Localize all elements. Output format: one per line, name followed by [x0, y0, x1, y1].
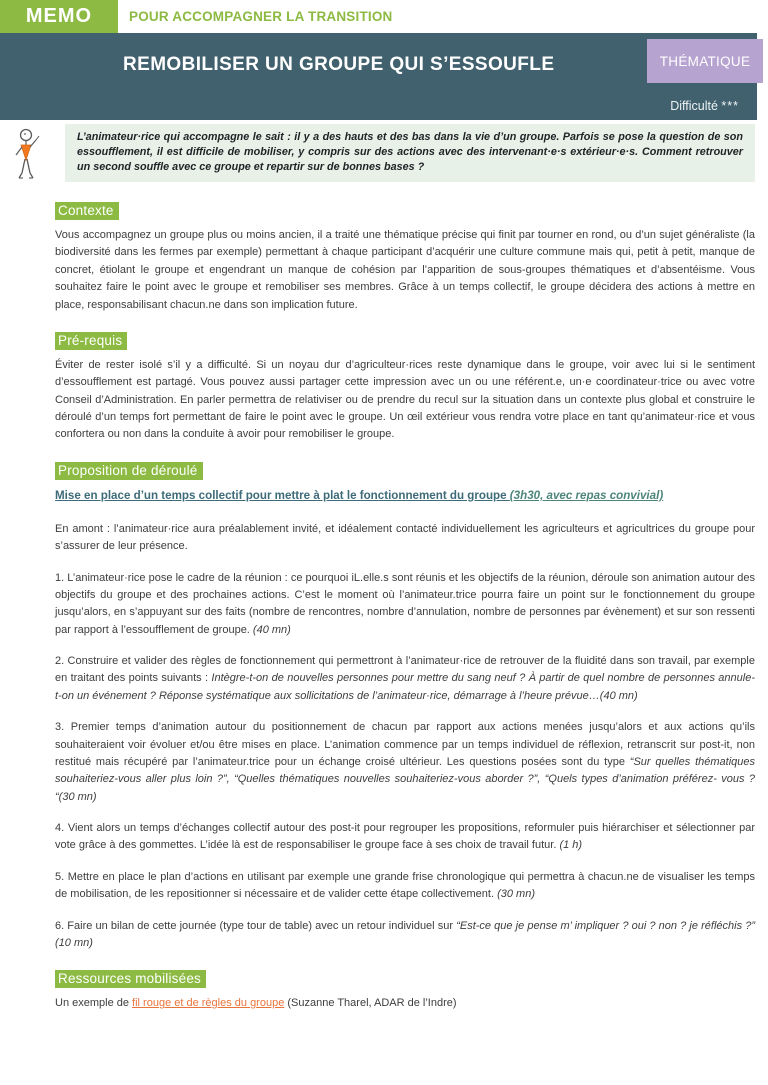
difficulty-rating — [670, 99, 739, 113]
resources-line — [55, 995, 755, 1012]
step-2-italic: Intègre-t-on de nouvelles personnes pour mettre du sang neuf ? À partir de quel nombre de personnes annule-t-on un événement ? Réponse systématique aux sollicitations de l’animateur·rice, démarrage à l’heure prévue…(40 mn) — [55, 672, 756, 702]
step-2 — [55, 653, 755, 705]
title-banner — [0, 33, 757, 120]
step-1-text: 1. L’animateur·rice pose le cadre de la réunion : ce pourquoi iL.elle.s sont réunis et les objectifs de la réunion, déroule son animation autour des objectifs du groupe et des prochaines actions. C’est le moment où l’animateur.trice pourra faire un point sur le fonctionnement du groupe jusqu’alors, en s’appuyant sur des faits (nombre de rencontres, nombre d’annulation, nombre de personnes par évènement) et sur son ressenti par rapport à l’essoufflement de groupe. — [55, 571, 755, 636]
prerequis-paragraph: Éviter de rester isolé s’il y a difficulté. Si un noyau dur d’agriculteur·rices reste dynamique dans le groupe, voir avec lui si le sentiment d’essoufflement est partagé. Vous pouvez aussi partager cette impression avec un ou une référent.e, un·e coordinateur·trice ou avec votre Conseil d’Administration. En parler permettra de relativiser ou de prendre du recul sur la situation dans un contexte plus global et construire le déroulé d’un temps fort permettant de faire le point avec le groupe. Un œil extérieur vous rendra votre place en tant qu’animateur·rice et vous confortera ou non dans la conduite à avoir pour remobiliser le groupe. — [55, 358, 755, 441]
step-3 — [55, 719, 755, 806]
step-3-text: 3. Premier temps d’animation autour du positionnement de chacun par rapport aux actions menées jusqu’alors et aux actions qu’ils souhaiteraient voir évoluer et/ou être mises en place. L’animation commence par un temps individuel de réflexion, retranscrit sur post-it, non restitué mais récupéré par l’animateur.trice pour un échange croisé ultérieur. Les questions posées sont du type — [55, 721, 755, 768]
deroule-subheading-duration: (3h30, avec repas convivial) — [509, 488, 664, 502]
step-1 — [55, 570, 755, 640]
stick-figure-icon — [12, 128, 40, 180]
page-title: REMOBILISER UN GROUPE QUI S’ESSOUFLE — [123, 54, 555, 75]
contexte-paragraph: Vous accompagnez un groupe plus ou moins ancien, il a traité une thématique précise qui finit par tourner en rond, ou d’un sujet généraliste (la biodiversité dans les fermes par exemple) permettant à chaque participant d’acquérir une culture commune mais qui, petit à petit, manque de concret, étiolant le groupe et engendrant un manque de cohésion par l’apparition de sous-groupes thématiques et d’absentéisme. Vous souhaitez faire le point avec le groupe et remobiliser ses membres. Grâce à un temps collectif, le groupe décidera des actions à mettre en place, responsabilisant chacun.ne dans son implication future. — [55, 229, 755, 311]
difficulty-label: Difficulté — [670, 99, 718, 113]
step-4 — [55, 820, 755, 855]
document-body — [0, 184, 768, 1013]
section-heading-proposition: Proposition de déroulé — [55, 462, 203, 480]
step-6 — [55, 918, 755, 953]
step-1-duration: (40 mn) — [252, 623, 291, 636]
step-4-text: 4. Vient alors un temps d’échanges collectif autour des post-it pour regrouper les propositions, reformuler puis hiérarchiser et sélectionner par vote grâce à des gommettes. L’idée là est de responsabiliser le groupe face à ses choix de travail futur. — [55, 822, 755, 852]
header-tagline: POUR ACCOMPAGNER LA TRANSITION — [129, 9, 393, 24]
en-amont-paragraph: En amont : l’animateur·rice aura préalablement invité, et idéalement contacté individuellement les agriculteurs et agricultrices du groupe pour s’assurer de leur présence. — [55, 522, 755, 553]
section-heading-prerequis: Pré-requis — [55, 332, 127, 350]
step-5-text: 5. Mettre en place le plan d’actions en utilisant par exemple une grande frise chronologique qui permettra à chacun.ne de visualiser les temps de mobilisation, de les repositionner si nécessaire et de valider cette étape collectivement. — [55, 870, 755, 901]
step-5-duration: (30 mn) — [497, 888, 535, 901]
step-2-text: 2. Construire et valider des règles de fonctionnement qui permettront à l’animateur·rice de retrouver de la fluidité dans son travail, par exemple en traitant des points suivants : — [55, 655, 755, 685]
difficulty-stars: *** — [721, 99, 739, 113]
top-bar — [0, 0, 768, 33]
section-heading-ressources: Ressources mobilisées — [55, 970, 206, 988]
intro-section — [0, 124, 768, 184]
memo-logo: MEMO — [0, 0, 118, 33]
intro-callout: L’animateur·rice qui accompagne le sait : il y a des hauts et des bas dans la vie d’un groupe. Parfois se pose la question de son essoufflement, il est difficile de mobiliser, y compris sur des actions avec des intervenant·e·s extérieur·e·s. Comment retrouver un second souffle avec ce groupe et repartir sur de bonnes bases ? — [65, 124, 755, 182]
step-6-text: 6. Faire un bilan de cette journée (type tour de table) avec un retour individuel sur — [55, 919, 457, 932]
resource-link[interactable]: fil rouge et de règles du groupe — [132, 997, 285, 1010]
step-5 — [55, 869, 755, 904]
deroule-subheading-text: Mise en place d’un temps collectif pour mettre à plat le fonctionnement du groupe — [55, 488, 510, 502]
resources-prefix: Un exemple de — [55, 997, 133, 1010]
resources-suffix: (Suzanne Tharel, ADAR de l’Indre) — [284, 997, 457, 1010]
section-heading-contexte: Contexte — [55, 202, 119, 220]
step-3-italic: “Sur quelles thématiques souhaiteriez-vous aller plus loin ?”, “Quelles thématiques nouvelles souhaiteriez-vous aborder ?”, “Quels types d’animation préférez- vous ? “(30 mn) — [55, 755, 755, 803]
step-4-duration: (1 h) — [559, 839, 583, 852]
thematique-badge: THÉMATIQUE — [647, 39, 763, 83]
step-6-italic: “Est-ce que je pense m’ impliquer ? oui ? non ? je réfléchis ?” (10 mn) — [55, 919, 755, 949]
deroule-subheading — [55, 489, 755, 502]
